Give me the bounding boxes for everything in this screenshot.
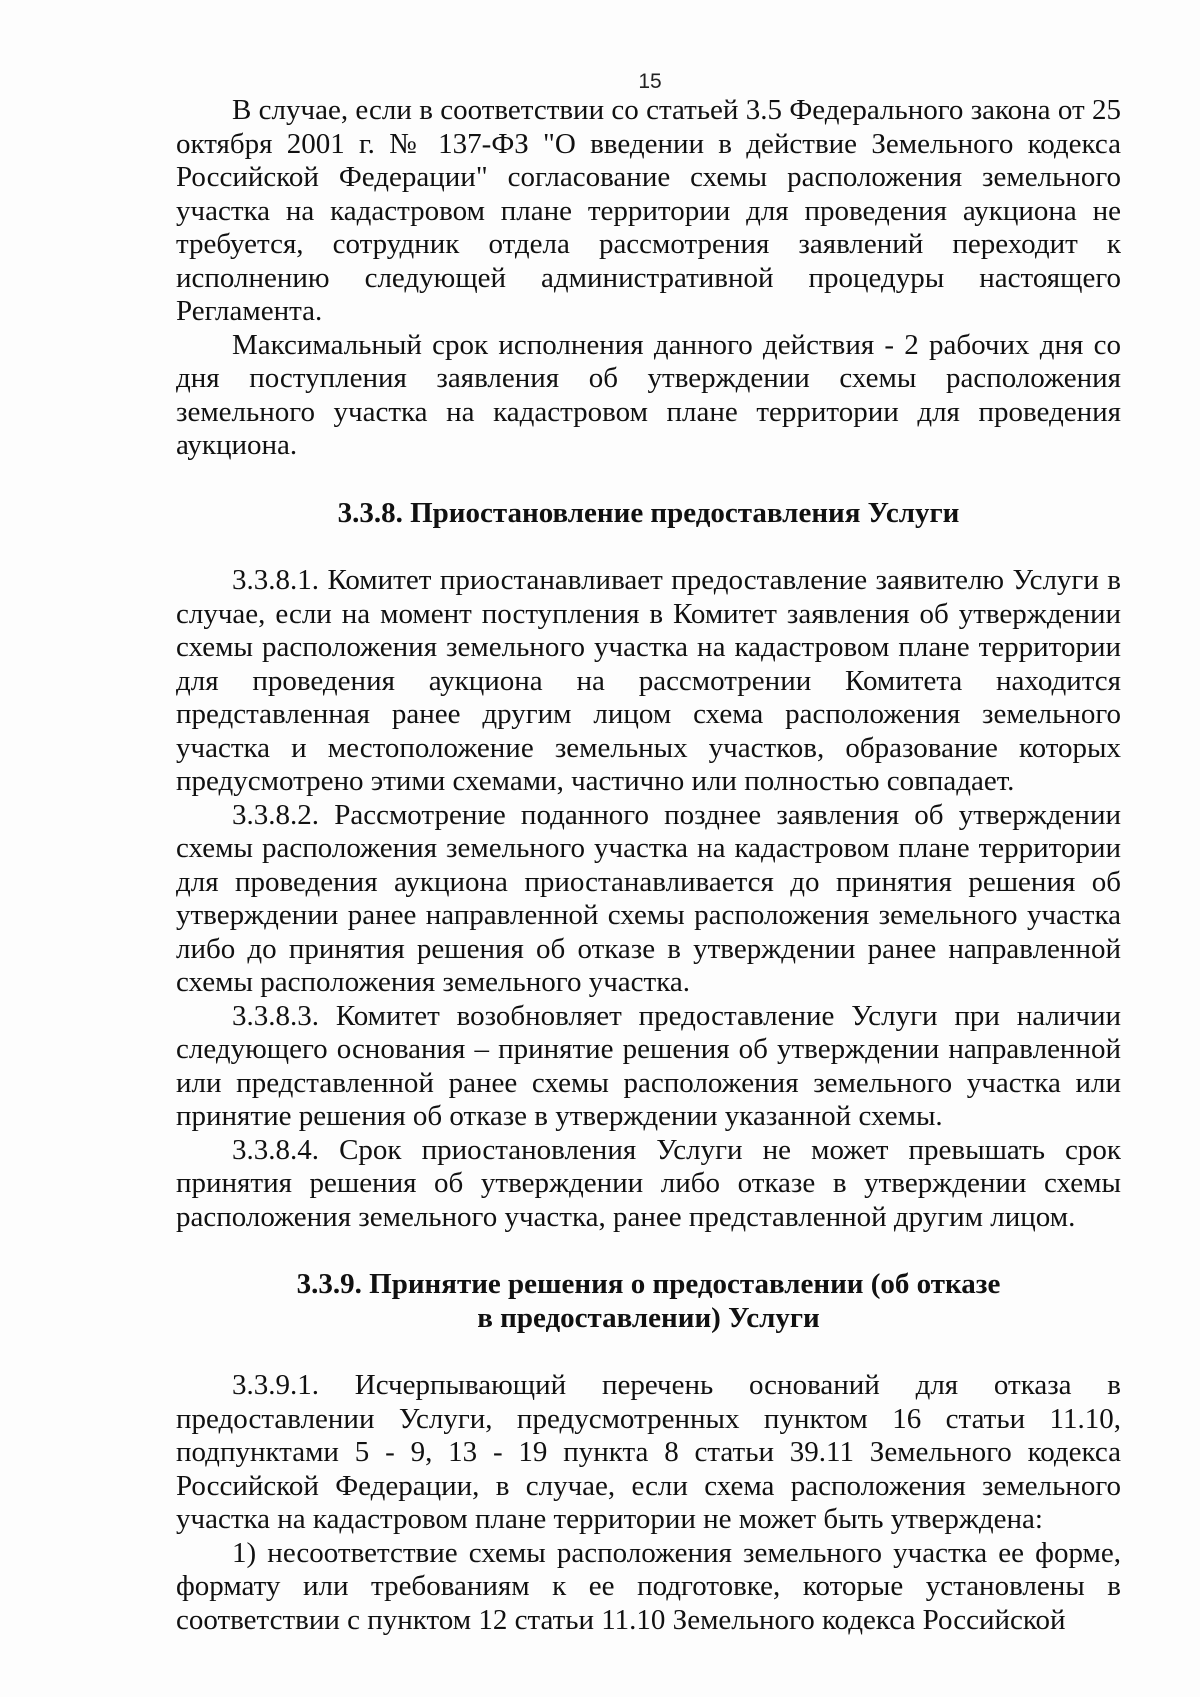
paragraph-3-3-8-3: 3.3.8.3. Комитет возобновляет предоставление Услуги при наличии следующего основания – принятие решения об утверждении направленной или представленной ранее схемы расположения земельного участка или принятие решения об отказе в утверждении указанной схемы. bbox=[176, 999, 1121, 1132]
list-item-1: 1) несоответствие схемы расположения земельного участка ее форме, формату или требованиям к ее подготовке, которые установлены в соответствии с пунктом 12 статьи 11.10 Земельного кодекса Российской bbox=[176, 1536, 1121, 1636]
paragraph-3-3-8-4: 3.3.8.4. Срок приостановления Услуги не может превышать срок принятия решения об утверждении либо отказе в утверждении схемы расположения земельного участка, ранее представленной другим лицом. bbox=[176, 1133, 1121, 1233]
section-339-heading-line-1: 3.3.9. Принятие решения о предоставлении (об отказе bbox=[296, 1268, 1001, 1300]
intro-paragraph-1: В случае, если в соответствии со статьей 3.5 Федерального закона от 25 октября 2001 г. № 137-ФЗ "О введении в действие Земельного кодекса Российской Федерации" согласование схемы расположения земельного участка на кадастровом плане территории для проведения аукциона не требуется, сотрудник отдела рассмотрения заявлений переходит к исполнению следующей административной процедуры настоящего Регламента. bbox=[176, 94, 1121, 327]
paragraph-3-3-9-1: 3.3.9.1. Исчерпывающий перечень оснований для отказа в предоставлении Услуги, предусмотренных пунктом 16 статьи 11.10, подпунктами 5 - 9, 13 - 19 пункта 8 статьи 39.11 Земельного кодекса Российской Федерации, в случае, если схема расположения земельного участка на кадастровом плане территории не может быть утверждена: bbox=[176, 1369, 1121, 1535]
spacer bbox=[176, 1335, 1121, 1369]
paragraph-3-3-8-2: 3.3.8.2. Рассмотрение поданного позднее заявления об утверждении схемы расположения земельного участка на кадастровом плане территории для проведения аукциона приостанавливается до принятия решения об утверждении ранее направленной схемы расположения земельного участка либо до принятия решения об отказе в утверждении ранее направленной схемы расположения земельного участка. bbox=[176, 798, 1121, 998]
spacer bbox=[176, 530, 1121, 564]
page-number: 15 bbox=[638, 70, 662, 93]
section-338-heading: 3.3.8. Приостановление предоставления Услуги bbox=[337, 496, 960, 529]
intro-paragraph-2: Максимальный срок исполнения данного действия - 2 рабочих дня со дня поступления заявления об утверждении схемы расположения земельного участка на кадастровом плане территории для проведения аукциона. bbox=[176, 328, 1121, 461]
spacer bbox=[176, 463, 1121, 497]
document-body bbox=[176, 94, 1121, 1637]
section-339-heading bbox=[176, 1268, 1121, 1335]
spacer bbox=[176, 1234, 1121, 1268]
paragraph-3-3-8-1: 3.3.8.1. Комитет приостанавливает предоставление заявителю Услуги в случае, если на момент поступления в Комитет заявления об утверждении схемы расположения земельного участка на кадастровом плане территории для проведения аукциона на рассмотрении Комитета находится представленная ранее другим лицом схема расположения земельного участка и местоположение земельных участков, образование которых предусмотрено этими схемами, частично или полностью совпадает. bbox=[176, 564, 1121, 797]
section-339-heading-line-2: в предоставлении) Услуги bbox=[477, 1301, 820, 1334]
